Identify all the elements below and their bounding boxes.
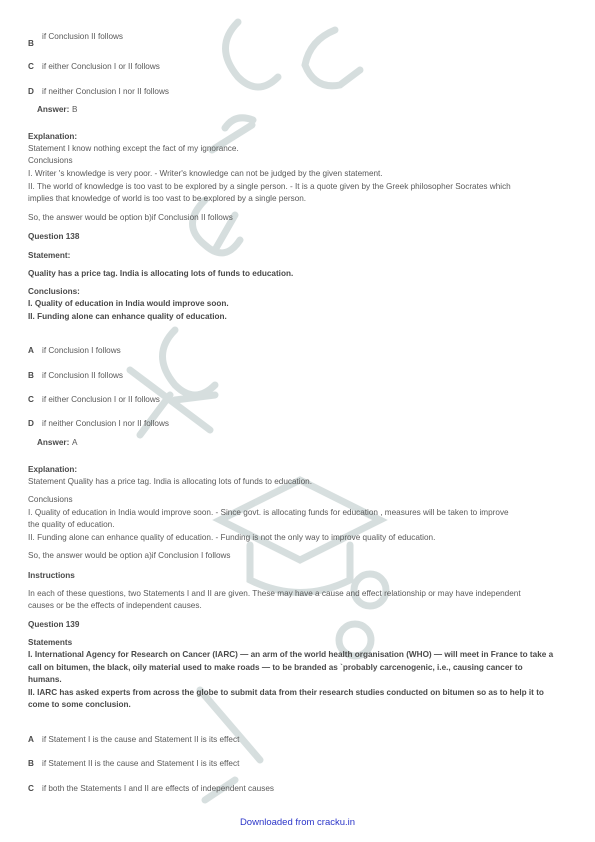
answer-label: Answer: (37, 105, 70, 114)
option-text: if either Conclusion I or II follows (42, 395, 160, 404)
option-letter: B (28, 759, 34, 768)
option-text: if neither Conclusion I nor II follows (42, 419, 169, 428)
statement-text: Quality has a price tag. India is allocating lots of funds to education. (28, 269, 294, 278)
download-footer-link[interactable]: Downloaded from cracku.in (239, 817, 356, 828)
option-letter: A (28, 735, 34, 744)
statement-label: Statement: (28, 251, 71, 260)
option-letter: D (28, 87, 34, 96)
option-letter: D (28, 419, 34, 428)
explanation-statement: Statement Quality has a price tag. India is allocating lots of funds to education. (28, 477, 312, 486)
answer-value: B (72, 105, 78, 114)
question-number: Question 138 (28, 232, 80, 241)
explanation-line: Conclusions (28, 156, 73, 165)
answer-label: Answer: (37, 438, 70, 447)
explanation-label: Explanation: (28, 132, 78, 141)
option-letter: B (28, 371, 34, 380)
conclusion-line: So, the answer would be option a)if Conclusion I follows (28, 551, 231, 560)
statement-line: I. International Agency for Research on Cancer (IARC) — an arm of the world health organisation (WHO) — will meet in France to take a (28, 650, 554, 659)
option-text: if Conclusion I follows (42, 346, 121, 355)
conclusion-item: II. Funding alone can enhance quality of education. (28, 312, 227, 321)
explanation-conclusions-label: Conclusions (28, 495, 73, 504)
explanation-line: II. Funding alone can enhance quality of education. - Funding is not the only way to improve quality of education. (28, 533, 436, 542)
explanation-line: I. Quality of education in India would improve soon. - Since govt. is allocating funds for education , measures will be taken to improve (28, 508, 509, 517)
statement-line: come to some conclusion. (28, 700, 131, 709)
option-letter: C (28, 784, 34, 793)
option-letter: C (28, 395, 34, 404)
statement-line: call on bitumen, the black, oily material used to make roads — to be branded as `probably carcenogenic, i.e., causing cancer to (28, 663, 523, 672)
instructions-label: Instructions (28, 571, 75, 580)
statement-line: II. IARC has asked experts from across the globe to submit data from their research studies conducted on bitumen so as to help it to (28, 688, 544, 697)
answer-value: A (72, 438, 78, 447)
explanation-line: I. Writer 's knowledge is very poor. - Writer's knowledge can not be judged by the given statement. (28, 169, 383, 178)
instructions-line: causes or be the effects of independent causes. (28, 601, 202, 610)
conclusion-line: So, the answer would be option b)if Conclusion II follows (28, 213, 233, 222)
option-letter: C (28, 62, 34, 71)
option-letter: B (28, 39, 34, 48)
option-text: if both the Statements I and II are effects of independent causes (42, 784, 274, 793)
instructions-line: In each of these questions, two Statements I and II are given. These may have a cause and effect relationship or may have independent (28, 589, 521, 598)
explanation-line: implies that knowledge of world is too vast to be explored by a single person. (28, 194, 307, 203)
question-number: Question 139 (28, 620, 80, 629)
conclusion-item: I. Quality of education in India would improve soon. (28, 299, 229, 308)
explanation-line: Statement I know nothing except the fact of my ignorance. (28, 144, 239, 153)
explanation-label: Explanation: (28, 465, 78, 474)
explanation-line: the quality of education. (28, 520, 115, 529)
option-text: if neither Conclusion I nor II follows (42, 87, 169, 96)
option-text: if Statement I is the cause and Statement II is its effect (42, 735, 240, 744)
option-letter: A (28, 346, 34, 355)
conclusions-label: Conclusions: (28, 287, 80, 296)
option-text: if Conclusion II follows (42, 371, 123, 380)
statements-label: Statements (28, 638, 73, 647)
explanation-line: II. The world of knowledge is too vast to be explored by a single person. - It is a quote given by the Greek philosopher Socrates which (28, 182, 511, 191)
statement-line: humans. (28, 675, 62, 684)
option-text: if Conclusion II follows (42, 32, 123, 41)
option-text: if either Conclusion I or II follows (42, 62, 160, 71)
option-text: if Statement II is the cause and Statement I is its effect (42, 759, 240, 768)
